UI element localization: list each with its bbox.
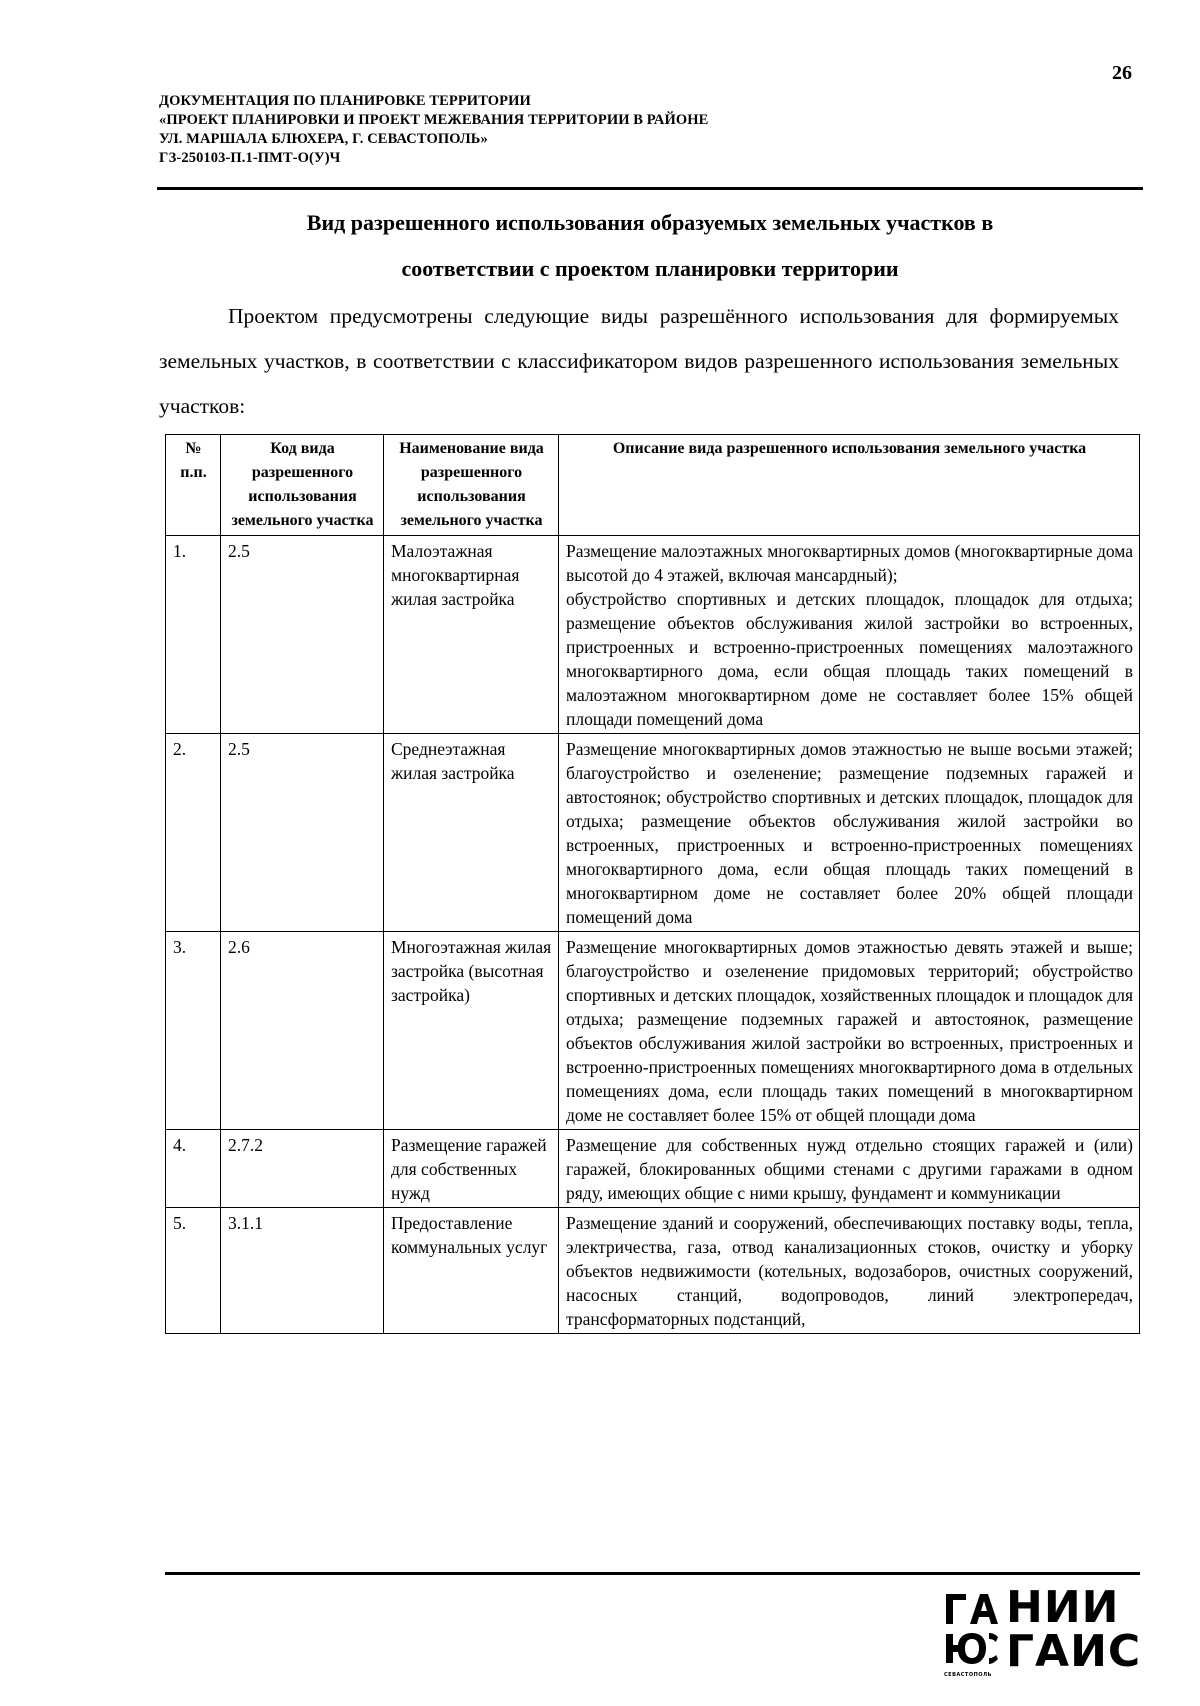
cell-code: 2.5 bbox=[221, 536, 384, 734]
table-row bbox=[166, 932, 1140, 1130]
niigais-logo bbox=[944, 1582, 1144, 1686]
table-header-row bbox=[166, 435, 1140, 536]
desc-part-2: обустройство спортивных и детских площадок, площадок для отдыха; размещение объектов обслуживания жилой застройки во встроенных, пристроенных и встроенно-пристроенных помещениях малоэтажного многоквартирного дома, если общая площадь таких помещений в малоэтажном многоквартирном доме не составляет более 15% общей площади помещений дома bbox=[566, 589, 1133, 729]
cell-desc: Размещение многоквартирных домов этажностью не выше восьми этажей; благоустройство и озеленение; размещение подземных гаражей и автостоянок; обустройство спортивных и детских площадок, площадок для отдыха; размещение объектов обслуживания жилой застройки во встроенных, пристроенных и встроенно-пристроенных помещениях многоквартирного дома, если общая площадь таких помещений в многоквартирном доме не составляет более 20% общей площади помещений дома bbox=[559, 734, 1140, 932]
cell-num: 2. bbox=[166, 734, 221, 932]
cell-num: 1. bbox=[166, 536, 221, 734]
logo-text-line-1: НИИ bbox=[1006, 1582, 1120, 1633]
cell-code: 2.7.2 bbox=[221, 1130, 384, 1208]
header-name: Наименование вида разрешенного использования земельного участка bbox=[384, 435, 559, 536]
cell-code: 3.1.1 bbox=[221, 1208, 384, 1334]
cell-name: Малоэтажная многоквартирная жилая застройка bbox=[384, 536, 559, 734]
cell-code: 2.6 bbox=[221, 932, 384, 1130]
header-line-1: ДОКУМЕНТАЦИЯ ПО ПЛАНИРОВКЕ ТЕРРИТОРИИ bbox=[159, 93, 531, 109]
header-line-2: «ПРОЕКТ ПЛАНИРОВКИ И ПРОЕКТ МЕЖЕВАНИЯ ТЕРРИТОРИИ В РАЙОНЕ bbox=[159, 112, 709, 128]
header-code: Код вида разрешенного использования земельного участка bbox=[221, 435, 384, 536]
cell-code: 2.5 bbox=[221, 734, 384, 932]
page-number: 26 bbox=[1112, 62, 1132, 84]
logo-text-line-2: ГАИС bbox=[1006, 1626, 1142, 1677]
cell-desc: Размещение для собственных нужд отдельно стоящих гаражей и (или) гаражей, блокированных общими стенами с другими гаражами в одном ряду, имеющих общие с ними крышу, фундамент и коммуникации bbox=[559, 1130, 1140, 1208]
header-num: № п.п. bbox=[166, 435, 221, 536]
header-line-4: ГЗ-250103-П.1-ПМТ-О(У)Ч bbox=[159, 150, 341, 166]
cell-desc: Размещение многоквартирных домов этажностью девять этажей и выше; благоустройство и озеленение придомовых территорий; обустройство спортивных и детских площадок, хозяйственных площадок и площадок для отдыха; размещение подземных гаражей и автостоянок, размещение объектов обслуживания жилой застройки во встроенных, пристроенных и встроенно-пристроенных помещениях многоквартирного дома в отдельных помещениях дома, если площадь таких помещений в многоквартирном доме не составляет более 15% от общей площади дома bbox=[559, 932, 1140, 1130]
cell-desc: Размещение зданий и сооружений, обеспечивающих поставку воды, тепла, электричества, газа, отвод канализационных стоков, очистку и уборку объектов недвижимости (котельных, водозаборов, очистных сооружений, насосных станций, водопроводов, линий электропередач, трансформаторных подстанций, bbox=[559, 1208, 1140, 1334]
header-desc: Описание вида разрешенного использования земельного участка bbox=[559, 435, 1140, 536]
section-title bbox=[157, 200, 1143, 292]
land-use-table bbox=[165, 434, 1140, 1334]
desc-part-1: Размещение малоэтажных многоквартирных домов (многоквартирные дома высотой до 4 этажей, включая мансардный); bbox=[566, 541, 1133, 585]
document-header bbox=[159, 92, 1139, 168]
footer-divider bbox=[165, 1572, 1140, 1575]
logo-mark-icon bbox=[944, 1590, 1000, 1670]
table-row bbox=[166, 1208, 1140, 1334]
cell-name: Среднеэтажная жилая застройка bbox=[384, 734, 559, 932]
logo-small-text: СЕВАСТОПОЛЬ bbox=[944, 1672, 992, 1678]
title-line-1: Вид разрешенного использования образуемых земельных участков в bbox=[306, 210, 994, 235]
cell-num: 3. bbox=[166, 932, 221, 1130]
header-divider bbox=[157, 187, 1143, 190]
cell-num: 5. bbox=[166, 1208, 221, 1334]
cell-name: Многоэтажная жилая застройка (высотная застройка) bbox=[384, 932, 559, 1130]
table-row bbox=[166, 1130, 1140, 1208]
logo-wordmark bbox=[1006, 1582, 1142, 1677]
cell-name: Размещение гаражей для собственных нужд bbox=[384, 1130, 559, 1208]
intro-paragraph: Проектом предусмотрены следующие виды разрешённого использования для формируемых земельных участков, в соответствии с классификатором видов разрешенного использования земельных участков: bbox=[159, 304, 1119, 418]
table-row bbox=[166, 536, 1140, 734]
table-row bbox=[166, 734, 1140, 932]
cell-name: Предоставление коммунальных услуг bbox=[384, 1208, 559, 1334]
title-line-2: соответствии с проектом планировки территории bbox=[401, 256, 899, 281]
cell-num: 4. bbox=[166, 1130, 221, 1208]
header-line-3: УЛ. МАРШАЛА БЛЮХЕРА, Г. СЕВАСТОПОЛЬ» bbox=[159, 131, 488, 147]
cell-desc bbox=[559, 536, 1140, 734]
